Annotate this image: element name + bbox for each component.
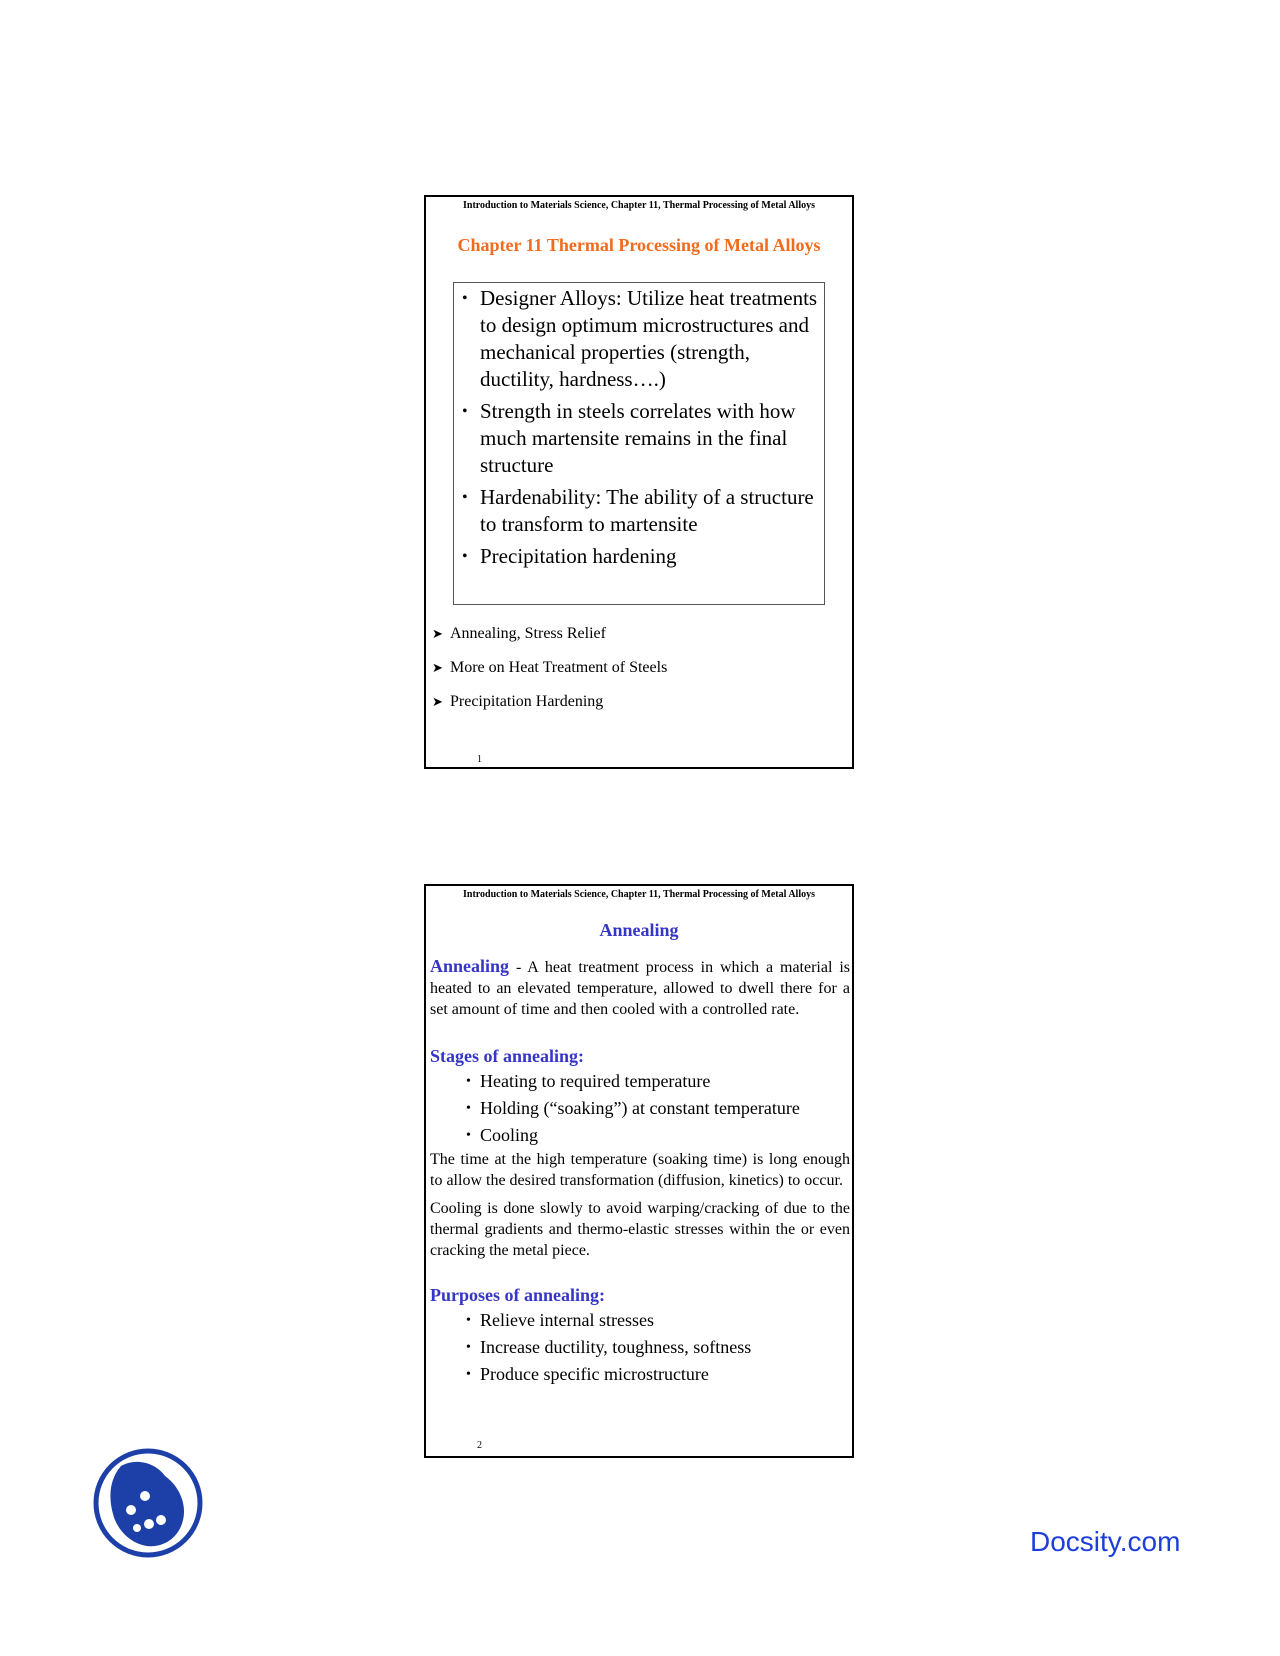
bullet-item: • Strength in steels correlates with how much martensite remains in the final structure bbox=[460, 398, 818, 479]
definition-paragraph bbox=[430, 956, 850, 1020]
definition-term: Annealing bbox=[430, 956, 510, 976]
arrow-bullet-icon: ➤ bbox=[432, 695, 443, 710]
bullet-item: • Hardenability: The ability of a structure to transform to martensite bbox=[460, 484, 818, 538]
bullet-box bbox=[453, 282, 825, 605]
slide-header: Introduction to Materials Science, Chapter 11, Thermal Processing of Metal Alloys bbox=[462, 200, 815, 211]
definition-text: - A heat treatment process in which a material is heated to an elevated temperature, allowed to dwell there for a set amount of time and then cooled with a controlled rate. bbox=[430, 959, 850, 1018]
slide-2 bbox=[424, 884, 854, 1458]
topic-label: Annealing, Stress Relief bbox=[450, 625, 606, 642]
bullet-item: • Designer Alloys: Utilize heat treatments to design optimum microstructures and mechanical properties (strength, ductility, hardness….) bbox=[460, 285, 818, 393]
slide-content bbox=[430, 956, 850, 1388]
list-item: • Cooling bbox=[466, 1122, 850, 1149]
page-number: 1 bbox=[477, 754, 482, 765]
page-number: 2 bbox=[477, 1440, 482, 1451]
slide-1 bbox=[424, 195, 854, 769]
purposes-heading: Purposes of annealing: bbox=[430, 1285, 606, 1305]
stages-list bbox=[430, 1068, 850, 1149]
slide-title: Chapter 11 Thermal Processing of Metal Alloys bbox=[457, 235, 821, 255]
arrow-bullet-icon: ➤ bbox=[432, 661, 443, 676]
slide-header: Introduction to Materials Science, Chapter 11, Thermal Processing of Metal Alloys bbox=[462, 889, 815, 900]
bullet-item: • Precipitation hardening bbox=[460, 543, 818, 570]
soaking-paragraph: The time at the high temperature (soaking time) is long enough to allow the desired transformation (diffusion, kinetics) to occur. bbox=[430, 1151, 850, 1189]
list-item: • Relieve internal stresses bbox=[466, 1307, 850, 1334]
purposes-list bbox=[430, 1307, 850, 1388]
topic-item bbox=[432, 624, 842, 658]
topic-list bbox=[432, 624, 842, 726]
docsity-logo-icon bbox=[93, 1448, 203, 1558]
topic-label: Precipitation Hardening bbox=[450, 693, 604, 710]
cooling-paragraph: Cooling is done slowly to avoid warping/cracking of due to the thermal gradients and thermo-elastic stresses within the or even cracking the metal piece. bbox=[430, 1200, 850, 1259]
list-item: • Produce specific microstructure bbox=[466, 1361, 850, 1388]
topic-item bbox=[432, 692, 842, 726]
slide-title: Annealing bbox=[599, 920, 679, 940]
topic-label: More on Heat Treatment of Steels bbox=[450, 659, 668, 676]
list-item: • Holding (“soaking”) at constant temperature bbox=[466, 1095, 850, 1122]
topic-item bbox=[432, 658, 842, 692]
arrow-bullet-icon: ➤ bbox=[432, 627, 443, 642]
list-item: • Heating to required temperature bbox=[466, 1068, 850, 1095]
stages-heading: Stages of annealing: bbox=[430, 1046, 585, 1066]
list-item: • Increase ductility, toughness, softness bbox=[466, 1334, 850, 1361]
docsity-link[interactable]: Docsity.com bbox=[1030, 1526, 1181, 1557]
